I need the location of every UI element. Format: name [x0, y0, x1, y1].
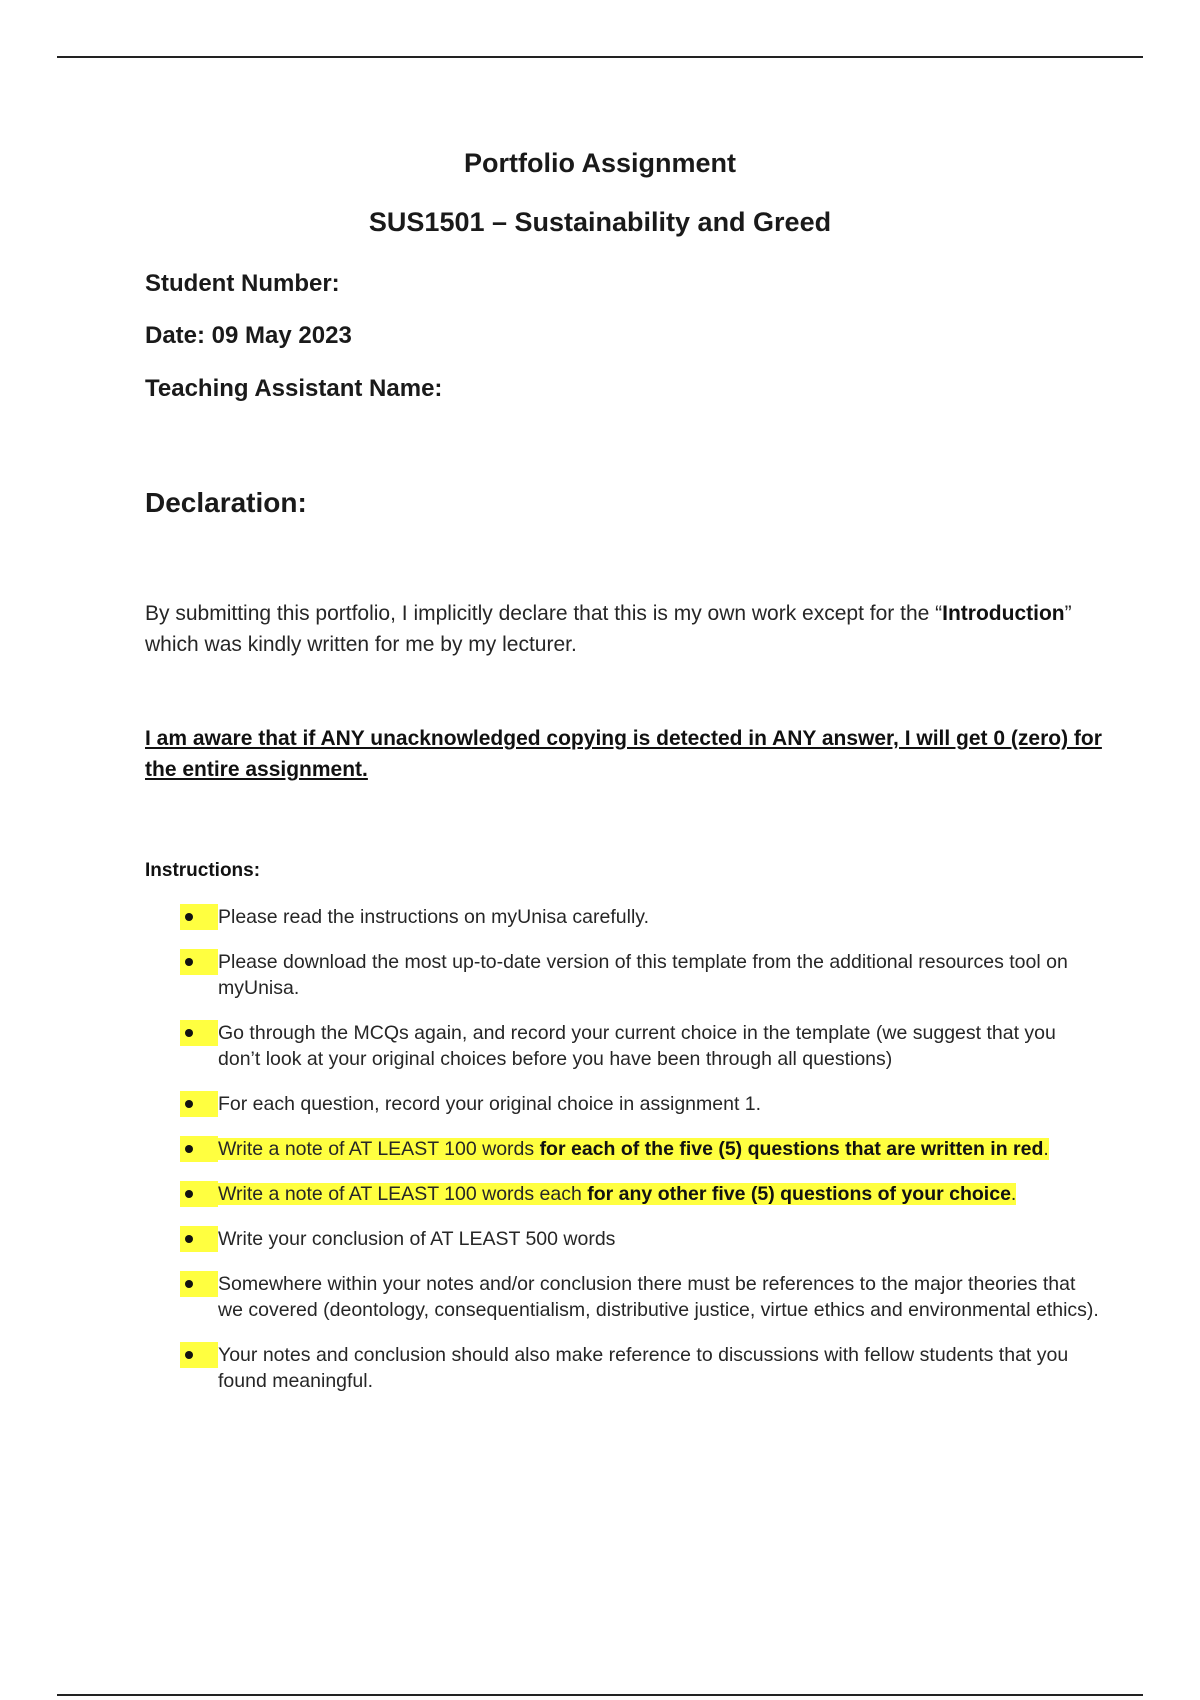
bullet-icon: [180, 1091, 218, 1117]
highlighted-instruction: [218, 1138, 1049, 1160]
date-field: Date: 09 May 2023: [145, 322, 352, 349]
instruction-text: Your notes and conclusion should also make reference to discussions with fellow students that you found meaningful.: [218, 1344, 1069, 1392]
list-item: [180, 904, 1100, 930]
declaration-text-start: By submitting this portfolio, I implicitly declare that this is my own work except for the “: [145, 602, 943, 625]
instructions-heading: Instructions:: [145, 860, 261, 881]
bullet-icon: [180, 1181, 218, 1207]
instructions-list: [180, 904, 1100, 1413]
instruction-text: For each question, record your original choice in assignment 1.: [218, 1093, 762, 1115]
list-item: [180, 1226, 1100, 1252]
teaching-assistant-field: Teaching Assistant Name:: [145, 375, 443, 402]
bullet-icon: [180, 1342, 218, 1368]
highlighted-instruction: [218, 1183, 1016, 1205]
top-rule: [57, 56, 1143, 58]
copying-warning: I am aware that if ANY unacknowledged copying is detected in ANY answer, I will get 0 (zero) for the entire assignment.: [145, 727, 1102, 781]
bullet-icon: [180, 949, 218, 975]
declaration-heading: Declaration:: [145, 487, 307, 518]
instruction-text: Write a note of AT LEAST 100 words: [218, 1138, 540, 1160]
declaration-text-bold: Introduction: [942, 602, 1065, 625]
bottom-rule: [57, 1694, 1143, 1696]
instruction-bold-text: for each of the five (5) questions that are written in red: [539, 1138, 1044, 1160]
document-title: Portfolio Assignment: [463, 148, 736, 178]
instruction-bold-text: for any other five (5) questions of your choice: [587, 1183, 1011, 1205]
instruction-text: Please read the instructions on myUnisa carefully.: [218, 906, 650, 928]
instruction-text: Go through the MCQs again, and record your current choice in the template (we suggest that you don’t look at your original choices before you have been through all questions): [218, 1022, 1056, 1070]
instruction-text: Please download the most up-to-date version of this template from the additional resources tool on myUnisa.: [218, 951, 1068, 999]
bullet-icon: [180, 1020, 218, 1046]
student-number-field: Student Number:: [145, 270, 340, 297]
list-item: [180, 1020, 1100, 1072]
list-item: [180, 949, 1100, 1001]
declaration-text-end: ” which was kindly written for me by my lecturer.: [145, 602, 1072, 656]
declaration-paragraph: [145, 598, 1095, 660]
course-title: SUS1501 – Sustainability and Greed: [368, 207, 832, 237]
list-item: [180, 1342, 1100, 1394]
instruction-end: .: [1010, 1183, 1017, 1205]
instruction-end: .: [1043, 1138, 1049, 1160]
list-item: [180, 1271, 1100, 1323]
instruction-text: Write a note of AT LEAST 100 words each: [218, 1183, 588, 1205]
list-item: [180, 1091, 1100, 1117]
list-item: [180, 1136, 1100, 1162]
list-item: [180, 1181, 1100, 1207]
instruction-text: Somewhere within your notes and/or conclusion there must be references to the major theories that we covered (deontology, consequentialism, distributive justice, virtue ethics and environmental ethics).: [218, 1273, 1099, 1321]
bullet-icon: [180, 1136, 218, 1162]
bullet-icon: [180, 1226, 218, 1252]
bullet-icon: [180, 1271, 218, 1297]
instruction-text: Write your conclusion of AT LEAST 500 words: [218, 1228, 616, 1250]
bullet-icon: [180, 904, 218, 930]
